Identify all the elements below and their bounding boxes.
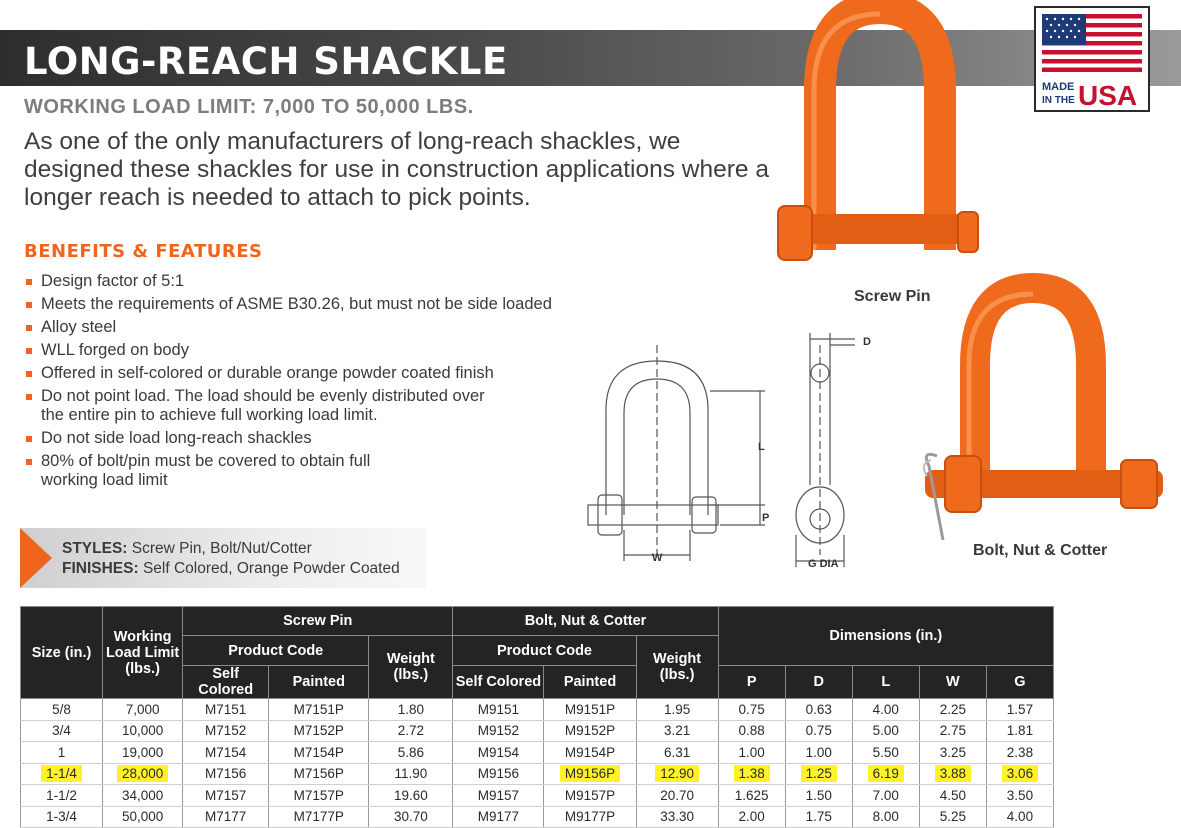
cell-value: M7152P: [293, 723, 344, 739]
cell-value: 1.95: [663, 701, 691, 717]
cell-value: M9177: [477, 809, 520, 825]
header-product-code: Product Code: [453, 636, 636, 666]
cell-value: 0.88: [738, 723, 765, 739]
cell-value: 7.00: [872, 787, 899, 803]
cell-value: 3.21: [663, 723, 691, 739]
table-cell: [852, 785, 919, 807]
cell-value: 3.06: [1002, 765, 1038, 782]
cell-value: M9152P: [564, 723, 616, 739]
cell-value: M9154P: [564, 744, 616, 760]
table-cell: [986, 742, 1053, 764]
cell-value: M9157P: [564, 787, 616, 803]
table-cell: [269, 720, 369, 742]
cell-value: 6.19: [868, 765, 904, 782]
cell-value: M7177P: [293, 809, 344, 825]
table-cell: [986, 763, 1053, 785]
table-cell: [183, 742, 269, 764]
header-l: L: [852, 666, 919, 699]
styles-finishes-text: [62, 539, 400, 579]
cell-value: 5.00: [872, 723, 899, 739]
finishes-value: Self Colored, Orange Powder Coated: [142, 560, 400, 577]
cell-value: 50,000: [121, 809, 164, 825]
cell-value: 8.00: [872, 809, 899, 825]
table-cell: [453, 785, 544, 807]
table-cell: [852, 699, 919, 721]
svg-text:USA: USA: [1078, 80, 1138, 110]
cell-value: M9152: [477, 723, 520, 739]
header-weight: Weight (lbs.): [636, 636, 718, 699]
cell-value: 10,000: [121, 723, 164, 739]
cell-value: 4.50: [939, 787, 966, 803]
table-cell: [183, 785, 269, 807]
table-row: [21, 720, 1054, 742]
cell-value: 19.60: [393, 787, 428, 803]
header-size: Size (in.): [21, 607, 103, 699]
header-screw-pin: Screw Pin: [183, 607, 453, 636]
cell-value: 3/4: [52, 723, 71, 739]
table-cell: [785, 699, 852, 721]
svg-text:G DIA: G DIA: [808, 558, 839, 570]
table-cell: [919, 806, 986, 828]
header-wll: Working Load Limit (lbs.): [103, 607, 183, 699]
cell-value: 1.25: [801, 765, 837, 782]
table-cell: [919, 763, 986, 785]
cell-value: M9157: [477, 787, 520, 803]
cell-value: M9177P: [564, 809, 616, 825]
spec-table: [20, 606, 1054, 828]
table-cell: [544, 742, 636, 764]
table-cell: [453, 699, 544, 721]
table-cell: [21, 763, 103, 785]
screw-pin-shackle-image: [770, 0, 990, 280]
list-item: Alloy steel: [26, 318, 626, 337]
table-cell: [544, 785, 636, 807]
table-cell: [718, 785, 785, 807]
cell-value: 4.00: [872, 701, 899, 717]
list-item: Meets the requirements of ASME B30.26, but must not be side loaded: [26, 295, 626, 314]
cell-value: 2.25: [939, 701, 966, 717]
table-cell: [269, 785, 369, 807]
table-cell: [718, 806, 785, 828]
cell-value: M7156P: [293, 766, 344, 782]
cell-value: 1.81: [1006, 723, 1034, 739]
table-cell: [636, 763, 718, 785]
table-cell: [369, 785, 453, 807]
cell-value: 19,000: [121, 744, 164, 760]
table-cell: [103, 763, 183, 785]
cell-value: 1.38: [734, 765, 770, 782]
cell-value: 1.625: [734, 787, 769, 803]
benefits-list: [26, 272, 626, 494]
styles-value: Screw Pin, Bolt/Nut/Cotter: [131, 540, 312, 557]
table-cell: [369, 763, 453, 785]
cell-value: 1: [57, 744, 66, 760]
table-cell: [919, 699, 986, 721]
finishes-label: FINISHES:: [62, 560, 139, 577]
cell-value: M7157: [205, 787, 247, 803]
cell-value: 33.30: [660, 809, 694, 825]
cell-value: 5/8: [52, 701, 71, 717]
table-cell: [21, 785, 103, 807]
table-cell: [636, 785, 718, 807]
table-cell: [785, 720, 852, 742]
table-cell: [919, 742, 986, 764]
table-cell: [986, 785, 1053, 807]
arrow-icon: [20, 528, 52, 588]
table-cell: [103, 720, 183, 742]
table-cell: [369, 720, 453, 742]
svg-text:W: W: [652, 552, 663, 564]
intro-text: As one of the only manufacturers of long-reach shackles, we designed these shackles for use in construction applications where a longer reach is needed to attach to pick points.: [24, 128, 769, 211]
cell-value: M9156: [477, 766, 520, 782]
table-cell: [453, 720, 544, 742]
table-cell: [103, 806, 183, 828]
header-painted: Painted: [269, 666, 369, 699]
cell-value: 2.00: [738, 809, 765, 825]
table-cell: [369, 806, 453, 828]
cell-value: 5.25: [939, 809, 966, 825]
header-self-colored: Self Colored: [453, 666, 544, 699]
header-d: D: [785, 666, 852, 699]
table-cell: [103, 785, 183, 807]
table-cell: [636, 699, 718, 721]
cell-value: 2.75: [939, 723, 966, 739]
cell-value: M7152: [205, 723, 247, 739]
list-item: Do not point load. The load should be evenly distributed over the entire pin to achieve full working load limit.: [26, 387, 506, 425]
cell-value: 0.75: [805, 723, 832, 739]
table-cell: [919, 720, 986, 742]
cell-value: 1.57: [1006, 701, 1034, 717]
working-load-limit: WORKING LOAD LIMIT: 7,000 TO 50,000 LBS.: [24, 96, 474, 118]
cell-value: 1.00: [805, 744, 832, 760]
table-cell: [852, 742, 919, 764]
svg-text:IN THE: IN THE: [1042, 95, 1075, 106]
cell-value: 28,000: [117, 765, 168, 782]
table-cell: [369, 699, 453, 721]
table-cell: [852, 763, 919, 785]
cell-value: 1.00: [738, 744, 765, 760]
list-item: Design factor of 5:1: [26, 272, 626, 291]
cell-value: M9151P: [564, 701, 616, 717]
table-cell: [852, 806, 919, 828]
cell-value: 6.31: [663, 744, 691, 760]
cell-value: M7157P: [293, 787, 344, 803]
header-product-code: Product Code: [183, 636, 369, 666]
cell-value: 1.80: [397, 701, 424, 717]
header-painted: Painted: [544, 666, 636, 699]
table-cell: [718, 742, 785, 764]
svg-text:L: L: [758, 441, 765, 453]
table-row: [21, 699, 1054, 721]
cell-value: 0.75: [738, 701, 765, 717]
cell-value: M7154P: [293, 744, 344, 760]
table-cell: [103, 699, 183, 721]
cell-value: M7156: [205, 766, 247, 782]
table-cell: [183, 806, 269, 828]
styles-label: STYLES:: [62, 540, 128, 557]
table-cell: [919, 785, 986, 807]
table-row: [21, 763, 1054, 785]
table-cell: [453, 806, 544, 828]
list-item: 80% of bolt/pin must be covered to obtain full working load limit: [26, 452, 396, 490]
list-item: Offered in self-colored or durable orange powder coated finish: [26, 364, 626, 383]
header-w: W: [919, 666, 986, 699]
table-cell: [21, 806, 103, 828]
header-self-colored: Self Colored: [183, 666, 269, 699]
cell-value: 1-1/2: [46, 787, 77, 803]
table-cell: [269, 806, 369, 828]
spec-table-body: [21, 699, 1054, 828]
table-cell: [636, 742, 718, 764]
list-item: Do not side load long-reach shackles: [26, 429, 626, 448]
table-cell: [544, 806, 636, 828]
cell-value: 1-3/4: [46, 809, 77, 825]
table-cell: [269, 699, 369, 721]
header-p: P: [718, 666, 785, 699]
svg-text:MADE: MADE: [1042, 81, 1075, 93]
table-cell: [269, 763, 369, 785]
table-row: [21, 806, 1054, 828]
cell-value: M7154: [205, 744, 247, 760]
table-row: [21, 785, 1054, 807]
table-cell: [718, 699, 785, 721]
table-cell: [852, 720, 919, 742]
cell-value: 5.50: [872, 744, 899, 760]
cell-value: 30.70: [393, 809, 428, 825]
table-cell: [718, 720, 785, 742]
table-row: [21, 742, 1054, 764]
cell-value: M7151: [205, 701, 247, 717]
benefits-title: BENEFITS & FEATURES: [24, 241, 263, 262]
cell-value: M9154: [477, 744, 520, 760]
table-cell: [986, 720, 1053, 742]
cell-value: M9151: [477, 701, 520, 717]
table-cell: [183, 763, 269, 785]
svg-text:P: P: [762, 512, 770, 524]
cell-value: 12.90: [655, 765, 699, 782]
table-cell: [785, 763, 852, 785]
made-in-usa-badge: [1034, 6, 1150, 112]
page-title: LONG-REACH SHACKLE: [24, 40, 508, 83]
cell-value: 2.38: [1006, 744, 1034, 760]
table-cell: [269, 742, 369, 764]
cell-value: 1.50: [805, 787, 832, 803]
table-cell: [21, 720, 103, 742]
table-cell: [21, 742, 103, 764]
cell-value: 3.50: [1006, 787, 1034, 803]
cell-value: 11.90: [394, 766, 428, 782]
cell-value: 3.25: [939, 744, 966, 760]
cell-value: 20.70: [660, 787, 694, 803]
table-cell: [636, 720, 718, 742]
table-cell: [718, 763, 785, 785]
table-cell: [636, 806, 718, 828]
cell-value: M7151P: [293, 701, 344, 717]
table-cell: [544, 720, 636, 742]
cell-value: 1-1/4: [41, 765, 82, 782]
cell-value: 7,000: [125, 701, 160, 717]
screw-pin-caption: Screw Pin: [854, 288, 931, 305]
table-cell: [21, 699, 103, 721]
header-bolt-nut-cotter: Bolt, Nut & Cotter: [453, 607, 718, 636]
table-cell: [785, 785, 852, 807]
table-cell: [986, 806, 1053, 828]
svg-text:D: D: [863, 336, 871, 348]
list-item: WLL forged on body: [26, 341, 626, 360]
cell-value: 0.63: [805, 701, 832, 717]
header-weight: Weight (lbs.): [369, 636, 453, 699]
table-cell: [785, 742, 852, 764]
table-cell: [103, 742, 183, 764]
cell-value: 3.88: [935, 765, 971, 782]
bolt-nut-cotter-caption: Bolt, Nut & Cotter: [973, 542, 1108, 559]
table-cell: [544, 699, 636, 721]
cell-value: M9156P: [560, 765, 620, 782]
table-cell: [986, 699, 1053, 721]
cell-value: 4.00: [1006, 809, 1034, 825]
us-flag-icon: [1036, 8, 1148, 110]
table-cell: [453, 742, 544, 764]
table-cell: [183, 699, 269, 721]
cell-value: 5.86: [397, 744, 424, 760]
header-g: G: [986, 666, 1053, 699]
cell-value: M7177: [205, 809, 247, 825]
table-cell: [785, 806, 852, 828]
table-cell: [183, 720, 269, 742]
cell-value: 2.72: [397, 723, 424, 739]
header-dimensions: Dimensions (in.): [718, 607, 1053, 666]
table-cell: [453, 763, 544, 785]
bolt-nut-cotter-shackle-image: [915, 270, 1165, 540]
cell-value: 34,000: [121, 787, 164, 803]
table-cell: [369, 742, 453, 764]
cell-value: 1.75: [805, 809, 832, 825]
table-cell: [544, 763, 636, 785]
